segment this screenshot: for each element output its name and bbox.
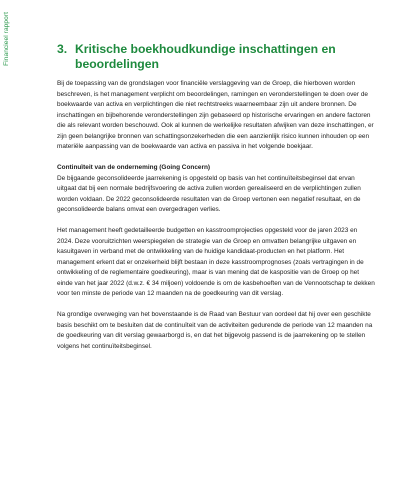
- going-concern-heading: Continuïteit van de onderneming (Going Concern): [57, 164, 211, 171]
- conclusion-paragraph: Na grondige overweging van het bovenstaande is de Raad van Bestuur van oordeel dat hij over een geschikte basis beschikt om te besluiten dat de continuïteit van de activiteiten gedurende de periode van 12 maanden na de goedkeuring van dit verslag gewaarborgd is, en dat het bijgevolg passend is de jaarrekening op te stellen volgens het continuïteitsbeginsel.: [57, 311, 373, 350]
- section-title: Kritische boekhoudkundige inschattingen en beoordelingen: [75, 42, 336, 71]
- intro-paragraph: Bij de toepassing van de grondslagen voor financiële verslaggeving van de Groep, die hierboven worden beschreven, is het management verplicht om beoordelingen, ramingen en veronderstellingen te doen over de boekwaarde van activa en verplichtingen die niet rechtstreeks waarneembaar zijn uit andere bronnen. De inschattingen en bijbehorende veronderstellingen zijn gebaseerd op historische ervaringen en andere factoren die als relevant worden beschouwd. Ook al kunnen de werkelijke resultaten afwijken van deze inschattingen, er zijn geen belangrijke bronnen van schattingsonzekerheden die een aanzienlijk risico kunnen inhouden op een materiële aanpassing van de boekwaarde van activa en passiva in het volgende boekjaar.: [57, 80, 374, 150]
- section-heading: [57, 42, 357, 72]
- going-concern-paragraph: De bijgaande geconsolideerde jaarrekening is opgesteld op basis van het continuïteitsbeginsel dat ervan uitgaat dat bij een normale bedrijfsvoering de activa zullen worden gerealiseerd en de verplichtingen zullen worden voldaan. De 2022 geconsolideerde resultaten van de Groep vertonen een negatief resultaat, en de geconsolideerde balans omvat een overgedragen verlies.: [57, 174, 361, 213]
- management-paragraph: Het management heeft gedetailleerde budgetten en kasstroomprojecties opgesteld voor de jaren 2023 en 2024. Deze vooruitzichten weerspiegelen de strategie van de Groep en omvatten belangrijke uitgaven en kasuitgaven in verband met de ontwikkeling van de huidige kandidaat-producten en het platform. Het management erkent dat er onzekerheid blijft bestaan in deze kasstroomprognoses (zoals vertragingen in de ontwikkeling of de reglementaire goedkeuring), maar is van mening dat de kaspositie van de Groep op het einde van het jaar 2022 (d.w.z. € 34 miljoen) voldoende is om de kasbehoeften van de Vennootschap te dekken voor ten minste de periode van 12 maanden na de goedkeuring van dit verslag.: [57, 227, 375, 297]
- section-side-label: Financieel rapport: [3, 12, 10, 66]
- section-body: [57, 79, 375, 363]
- section-number: 3.: [57, 42, 68, 56]
